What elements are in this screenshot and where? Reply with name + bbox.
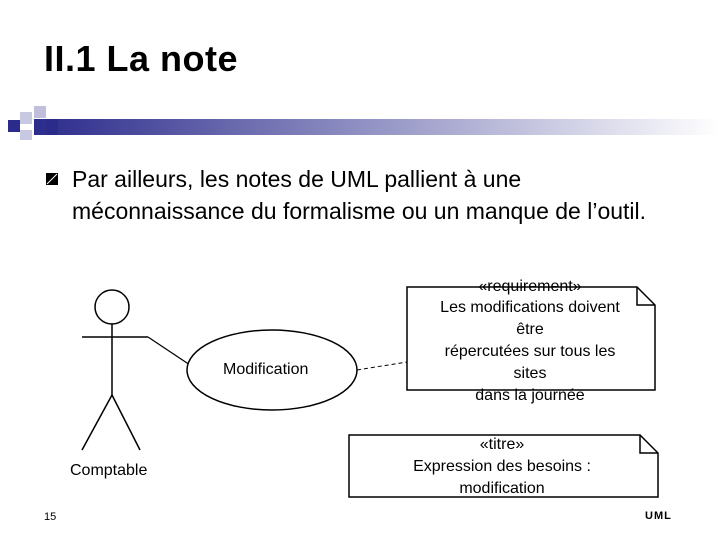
association-line xyxy=(148,337,193,367)
note-anchor-line xyxy=(357,362,407,370)
note1-line-3: être xyxy=(516,321,544,338)
actor-stick-figure xyxy=(82,290,148,450)
note1-line-1: «requirement» xyxy=(478,278,582,295)
slide-title: II.1 La note xyxy=(44,38,239,79)
note1-line-2: Les modifications doivent xyxy=(440,299,620,316)
note1-line-4: répercutées sur tous les xyxy=(444,343,616,360)
footer-label: UML xyxy=(645,510,672,522)
note2-line-3: modification xyxy=(459,480,545,497)
use-case-label: Modification xyxy=(223,361,309,378)
bullet-text: Par ailleurs, les notes de UML pallient à une méconnaissance du formalisme ou un manque de l’outil. xyxy=(72,166,647,224)
note1-line-6: dans la journée xyxy=(475,387,585,404)
actor-label: Comptable xyxy=(70,462,148,479)
note1-line-5: sites xyxy=(513,365,547,382)
note2-line-2: Expression des besoins : xyxy=(413,458,591,475)
page-number: 15 xyxy=(44,511,57,523)
note2-line-1: «titre» xyxy=(479,436,525,453)
